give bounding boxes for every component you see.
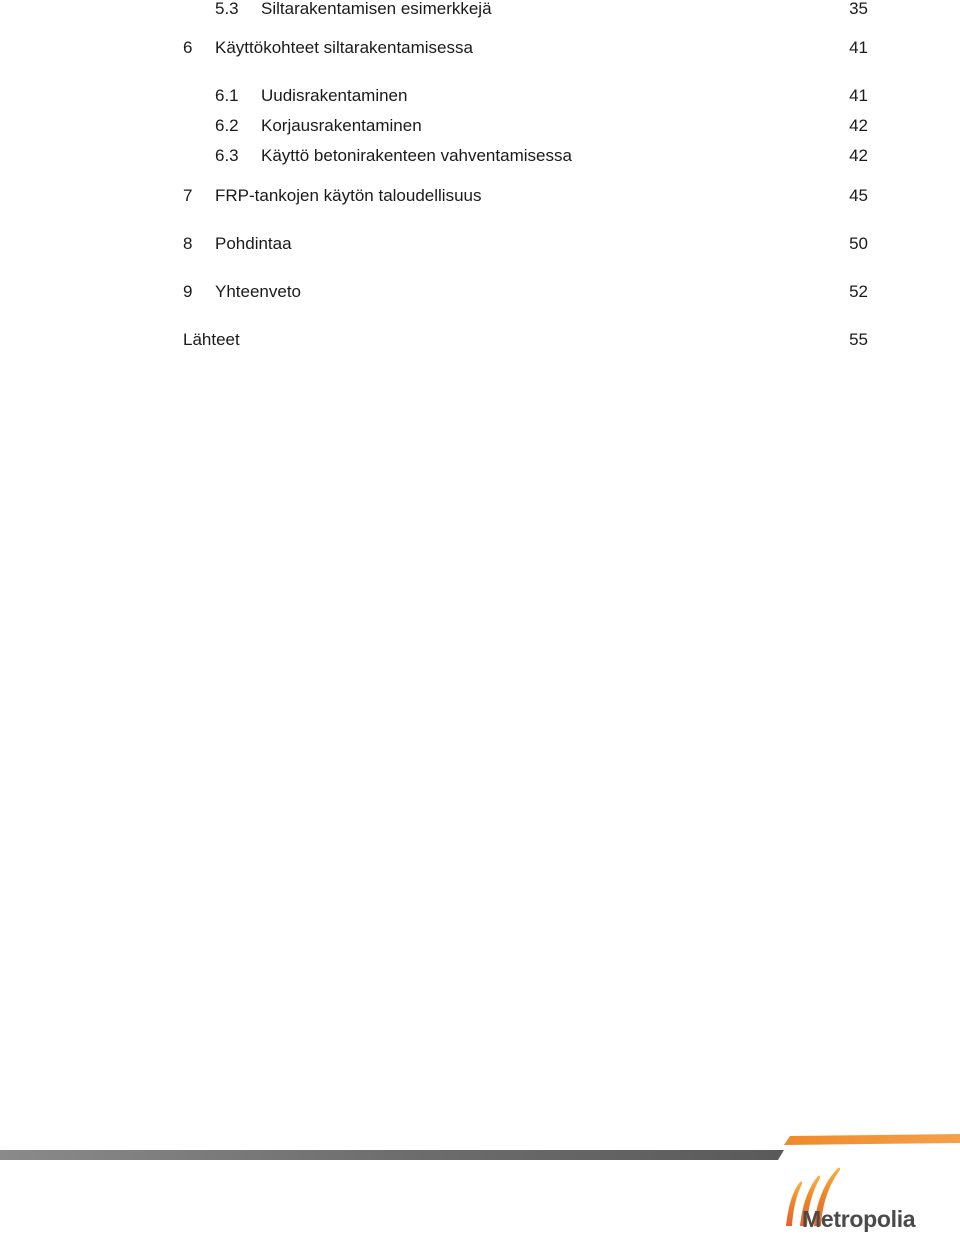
toc-entry-title: Korjausrakentaminen [261,116,422,135]
toc-entry-title: Pohdintaa [215,234,292,253]
toc-entry-title: Käyttökohteet siltarakentamisessa [215,38,473,57]
toc-entry-page: 52 [849,282,868,301]
toc-entry-number: 6.3 [215,146,239,165]
footer-band-orange [784,1134,960,1145]
toc-entry[interactable] [0,36,960,60]
toc-entry-page: 50 [849,234,868,253]
toc-entry-number: 8 [183,234,193,253]
toc-entry-number: 6 [183,38,193,57]
toc-entry[interactable] [0,114,960,138]
toc-entry-page: 45 [849,186,868,205]
metropolia-logo [780,1162,920,1234]
footer-band-gray [0,1150,784,1160]
toc-entry-number: 9 [183,282,193,301]
toc-entry[interactable] [0,84,960,108]
toc-entry-page: 41 [849,38,868,57]
toc-entry-number: 6.2 [215,116,239,135]
toc-entry[interactable] [0,0,960,21]
toc-entry-number: 6.1 [215,86,239,105]
toc-entry-title: Siltarakentamisen esimerkkejä [261,0,492,18]
toc-entry[interactable] [0,144,960,168]
toc-entry-number: 5.3 [215,0,239,18]
toc-entry-title: Uudisrakentaminen [261,86,408,105]
toc-entry-title: Yhteenveto [215,282,302,301]
toc-entry[interactable] [0,280,960,304]
toc-entry-number: 7 [183,186,193,205]
metropolia-logo-text: Metropolia [802,1206,916,1232]
toc-entry-page: 42 [849,146,868,165]
toc-entry-page: 35 [849,0,868,18]
toc-entry-page: 55 [849,330,868,349]
toc-entry[interactable] [0,184,960,208]
toc-entry-title: Lähteet [183,330,240,349]
toc-entry[interactable] [0,328,960,352]
toc-entry-page: 42 [849,116,868,135]
toc-entry-title: FRP-tankojen käytön taloudellisuus [215,186,482,205]
toc-entry-page: 41 [849,86,868,105]
toc-entry[interactable] [0,232,960,256]
toc-entry-title: Käyttö betonirakenteen vahventamisessa [261,146,572,165]
